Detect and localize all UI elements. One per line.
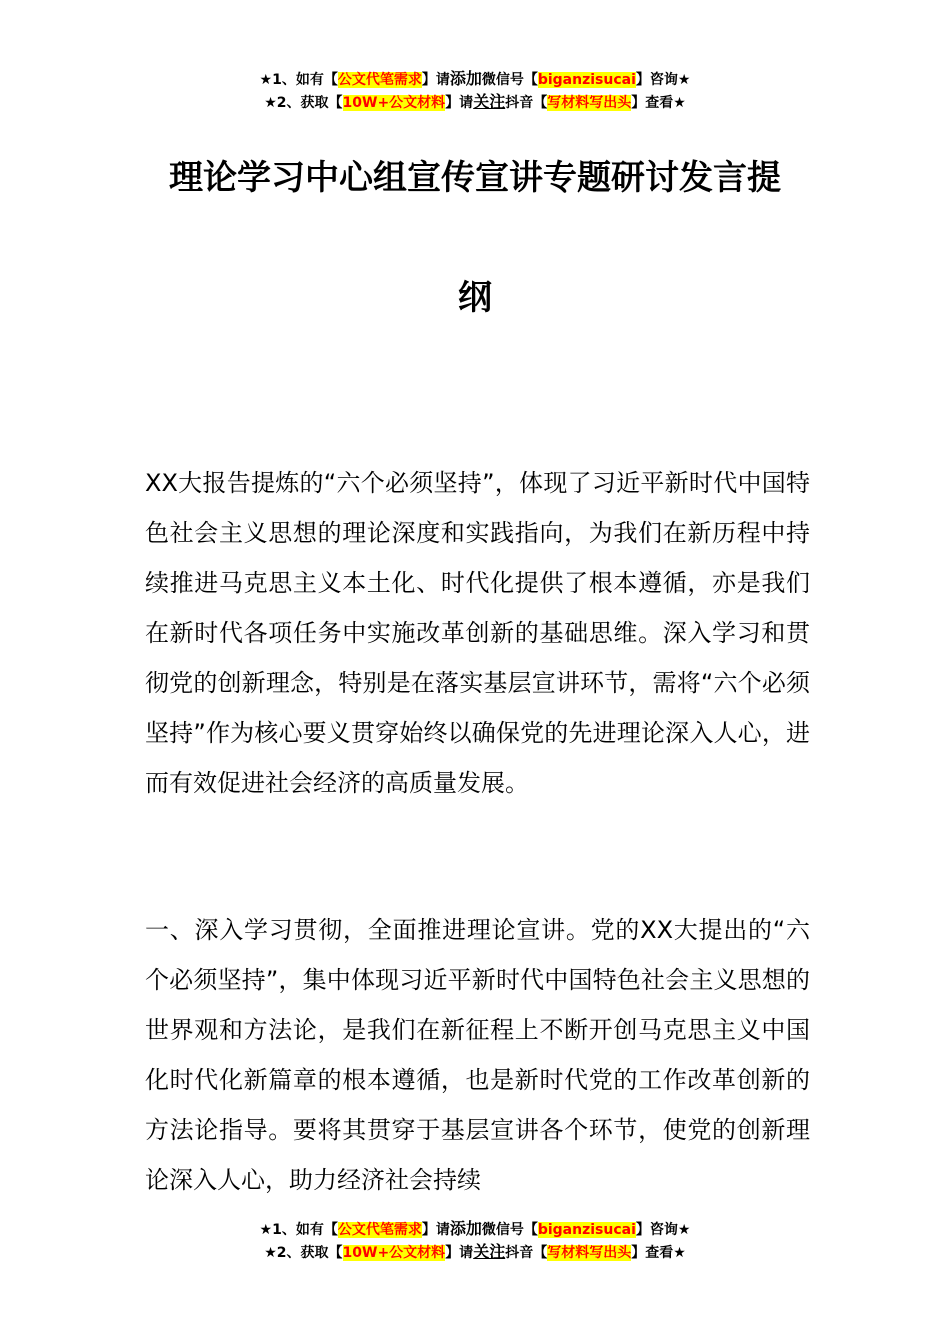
promo-line-2: ★2、获取【10W+公文材料】请关注抖音【写材料写出头】查看★: [264, 1242, 686, 1261]
promo-line-2: ★2、获取【10W+公文材料】请关注抖音【写材料写出头】查看★: [264, 92, 686, 111]
douyin-id: 写材料写出头: [547, 1245, 632, 1261]
paragraph-intro: XX大报告提炼的“六个必须坚持”，体现了习近平新时代中国特色社会主义思想的理论深度和实践指向，为我们在新历程中持续推进马克思主义本土化、时代化提供了根本遵循，亦是我们在新时代各项任务中实施改革创新的基础思维。深入学习和贯彻党的创新理念，特别是在落实基层宣讲环节，需将“六个必须坚持”作为核心要义贯穿始终以确保党的先进理论深入人心，进而有效促进社会经济的高质量发展。: [145, 469, 810, 797]
promo-line-1: ★1、如有【公文代笔需求】请添加微信号【biganzisucai】咨询★: [259, 69, 691, 88]
douyin-id: 写材料写出头: [547, 95, 632, 111]
wechat-id: biganzisucai: [537, 72, 636, 88]
document-title-line-1: 理论学习中心组宣传宣讲专题研讨发言提: [169, 158, 781, 198]
footer-promo: [0, 1218, 950, 1264]
promo-highlight: 10W+公文材料: [342, 1245, 446, 1261]
promo-line-1: ★1、如有【公文代笔需求】请添加微信号【biganzisucai】咨询★: [259, 1219, 691, 1238]
wechat-id: biganzisucai: [537, 1222, 636, 1238]
paragraph-section-1: 一、深入学习贯彻，全面推进理论宣讲。党的XX大提出的“六个必须坚持”，集中体现习近平新时代中国特色社会主义思想的世界观和方法论，是我们在新征程上不断开创马克思主义中国化时代化新篇章的根本遵循，也是新时代党的工作改革创新的方法论指导。要将其贯穿于基层宣讲各个环节，使党的创新理论深入人心，助力经济社会持续: [145, 916, 810, 1194]
promo-highlight: 10W+公文材料: [342, 95, 446, 111]
document-title-line-2: 纲: [458, 278, 492, 318]
header-promo: [0, 68, 950, 114]
promo-highlight: 公文代笔需求: [337, 72, 422, 88]
promo-highlight: 公文代笔需求: [337, 1222, 422, 1238]
